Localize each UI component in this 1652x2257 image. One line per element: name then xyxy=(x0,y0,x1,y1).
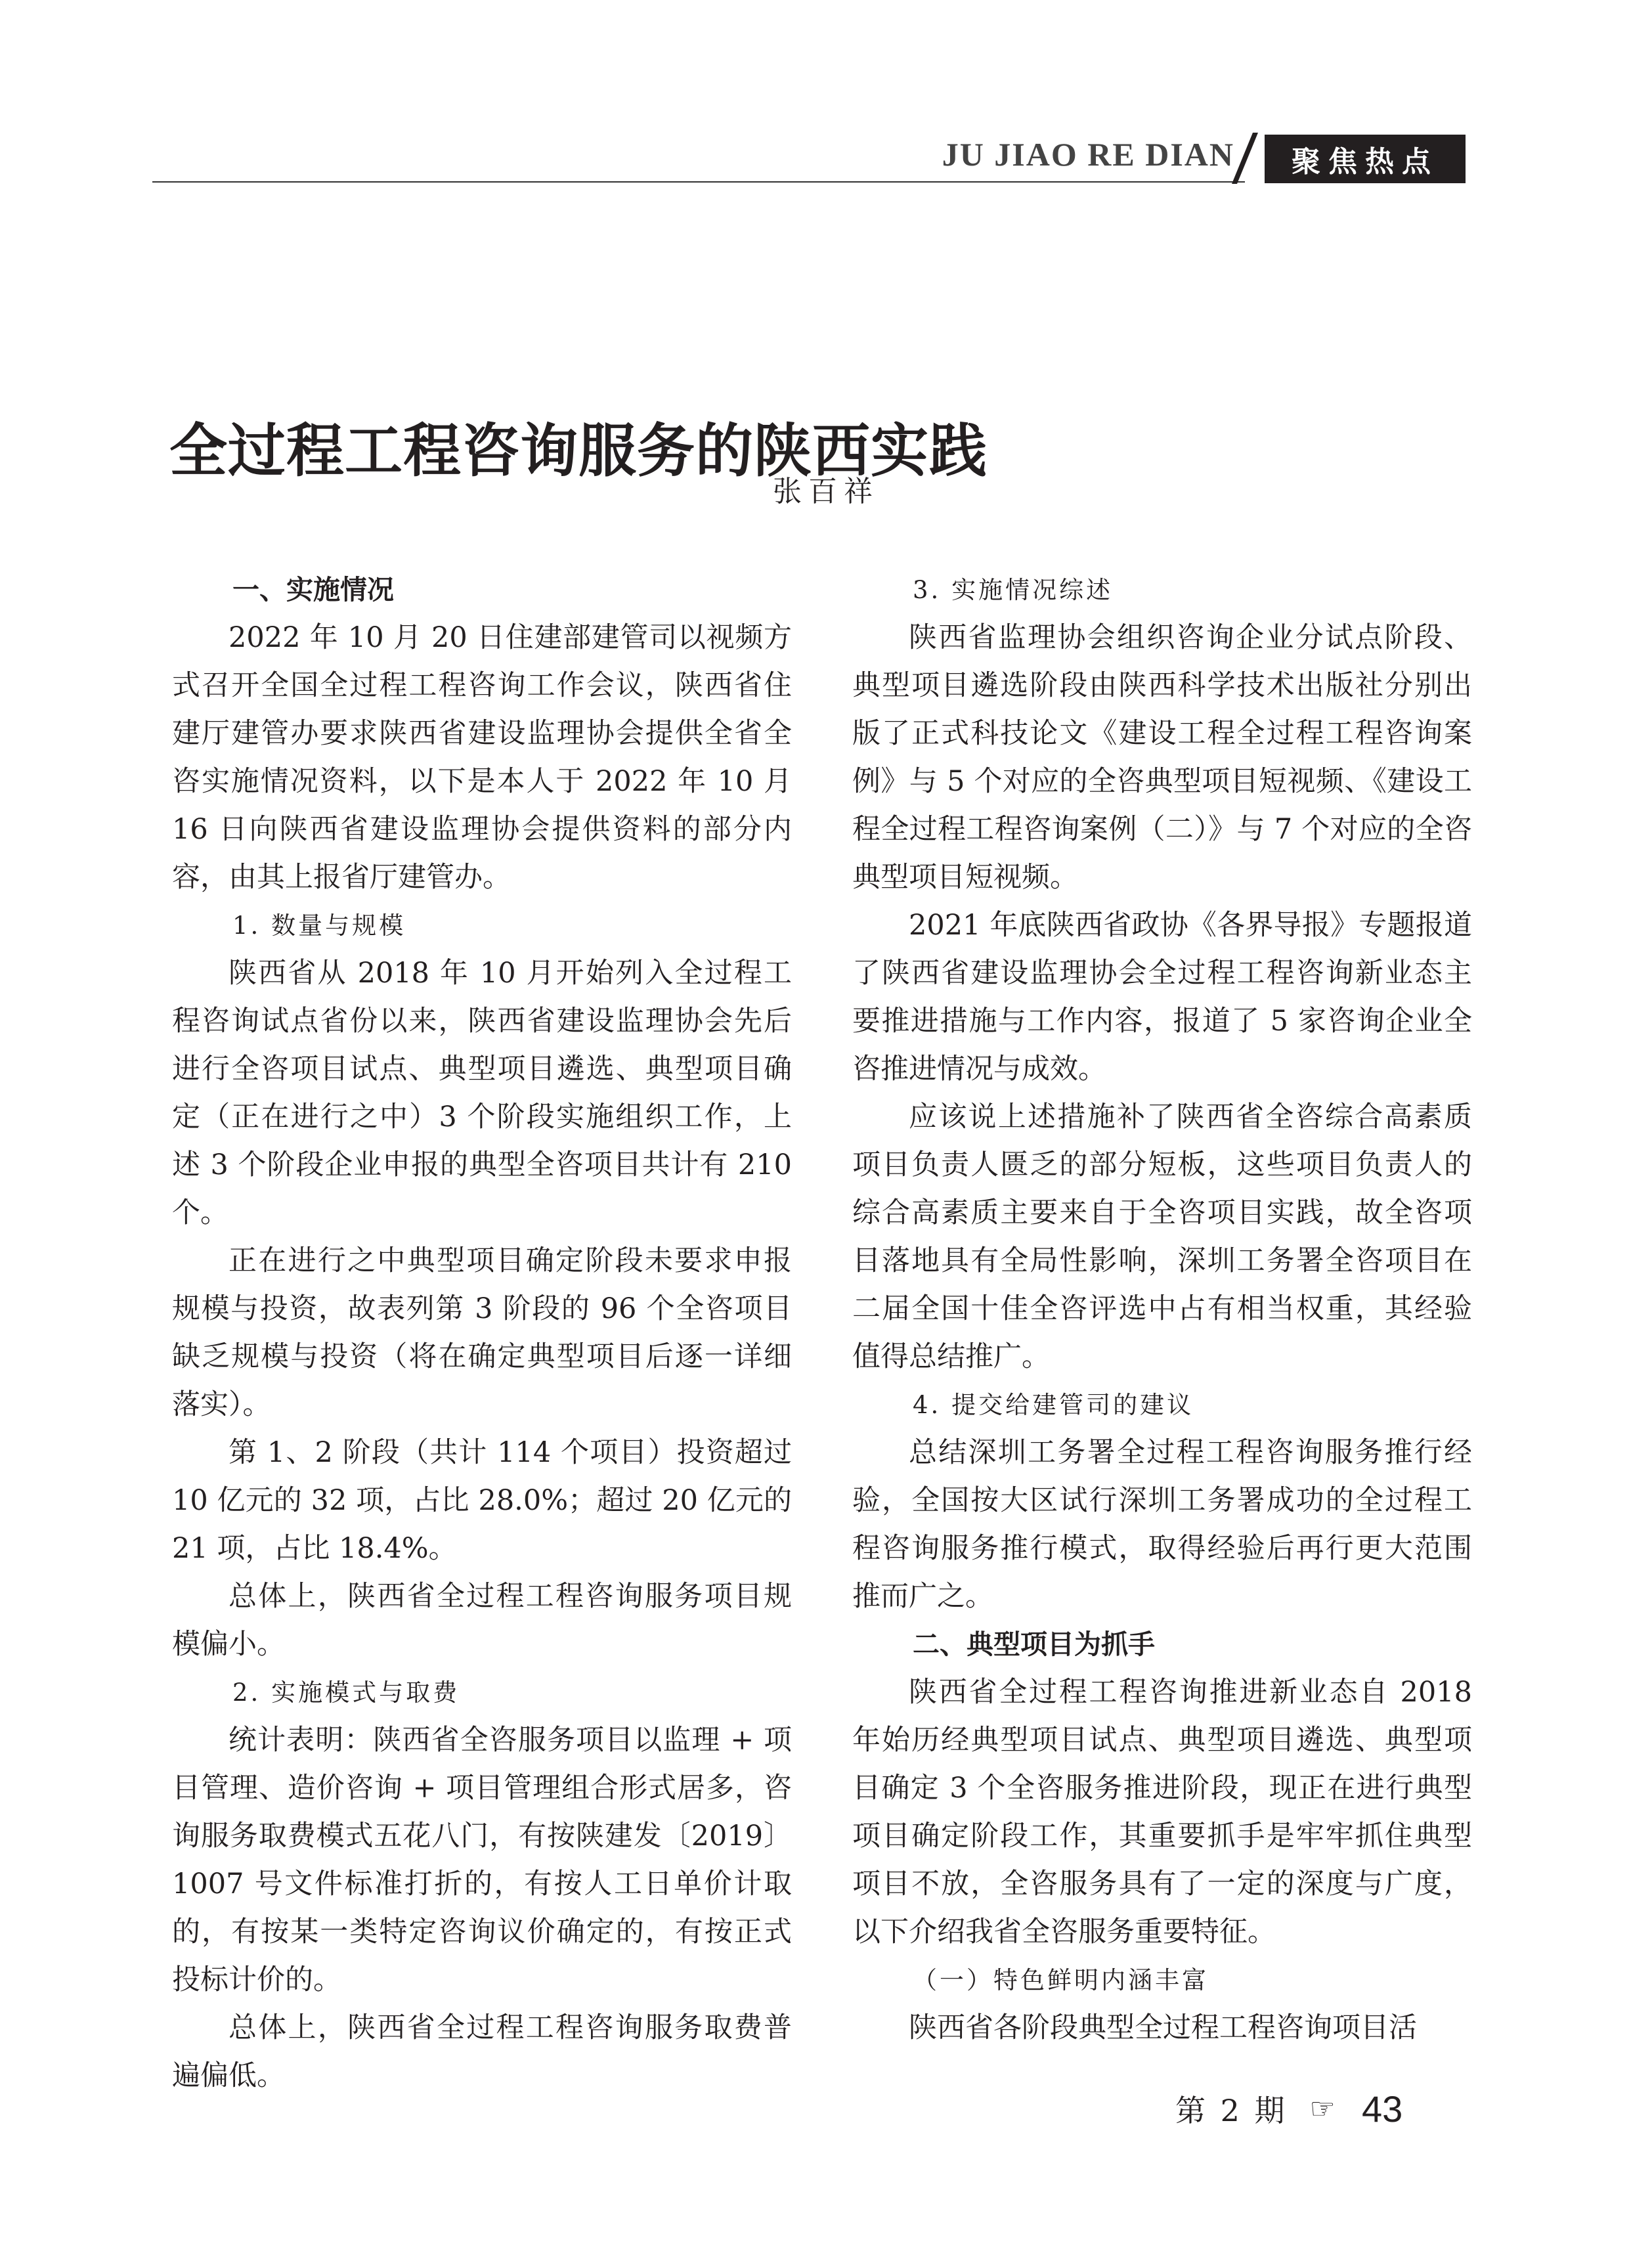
paragraph: 应该说上述措施补了陕西省全咨综合高素质项目负责人匮乏的部分短板，这些项目负责人的综合高素质主要来自于全咨项目实践，故全咨项目落地具有全局性影响，深圳工务署全咨项目在二届全国十佳全咨评选中占有相当权重，其经验值得总结推广。 xyxy=(852,1101,1472,1373)
paragraph: 统计表明：陕西省全咨服务项目以监理 + 项目管理、造价咨询 + 项目管理组合形式居多，咨询服务取费模式五花八门，有按陕建发〔2019〕1007 号文件标准打折的，有按人工日单价计取的，有按某一类特定咨询议价确定的，有按正式投标计价的。 xyxy=(172,1724,792,1996)
pointing-hand-icon: ☞ xyxy=(1309,2092,1336,2126)
section-tag: 聚焦热点 xyxy=(1265,135,1466,183)
paragraph: 2021 年底陕西省政协《各界导报》专题报道了陕西省建设监理协会全过程工程咨询新业态主要推进措施与工作内容，报道了 5 家咨询企业全咨推进情况与成效。 xyxy=(852,909,1472,1085)
subsection-heading: 4. 提交给建管司的建议 xyxy=(913,1391,1194,1419)
header-rule xyxy=(152,181,1245,183)
paragraph: 总体上，陕西省全过程工程咨询服务取费普遍偏低。 xyxy=(172,2011,792,2092)
subsection-heading: 2. 实施模式与取费 xyxy=(232,1678,460,1707)
subsection-heading: 1. 数量与规模 xyxy=(232,911,406,940)
subsection-heading: （一）特色鲜明内涵丰富 xyxy=(913,1966,1209,1994)
paragraph: 2022 年 10 月 20 日住建部建管司以视频方式召开全国全过程工程咨询工作会议，陕西省住建厅建管办要求陕西省建设监理协会提供全省全咨实施情况资料，以下是本人于 2022 年 10 月 16 日向陕西省建设监理协会提供资料的部分内容，由其上报省厅建管办。 xyxy=(172,621,792,894)
section-pinyin: JU JIAO RE DIAN xyxy=(942,136,1234,173)
page-footer xyxy=(1175,2087,1402,2130)
right-column xyxy=(852,566,1472,2052)
header-slash-decoration xyxy=(1227,131,1259,184)
paragraph: 陕西省从 2018 年 10 月开始列入全过程工程咨询试点省份以来，陕西省建设监理协会先后进行全咨项目试点、典型项目遴选、典型项目确定（正在进行之中）3 个阶段实施组织工作，上述 3 个阶段企业申报的典型全咨项目共计有 210 个。 xyxy=(172,957,792,1229)
subsection-heading: 3. 实施情况综述 xyxy=(913,576,1114,604)
article-author: 张百祥 xyxy=(773,475,879,508)
paragraph: 总体上，陕西省全过程工程咨询服务项目规模偏小。 xyxy=(172,1580,792,1661)
section-heading: 二、典型项目为抓手 xyxy=(913,1629,1155,1660)
paragraph: 第 1、2 阶段（共计 114 个项目）投资超过 10 亿元的 32 项，占比 28.0%；超过 20 亿元的 21 项，占比 18.4%。 xyxy=(172,1436,792,1565)
paragraph: 陕西省全过程工程咨询推进新业态自 2018 年始历经典型项目试点、典型项目遴选、典型项目确定 3 个全咨服务推进阶段，现正在进行典型项目确定阶段工作，其重要抓手是牢牢抓住典型项目不放，全咨服务具有了一定的深度与广度，以下介绍我省全咨服务重要特征。 xyxy=(852,1676,1472,1948)
paragraph: 陕西省各阶段典型全过程工程咨询项目活 xyxy=(909,2011,1417,2044)
section-heading: 一、实施情况 xyxy=(232,574,394,605)
article-title: 全过程工程咨询服务的陕西实践 xyxy=(169,416,988,485)
issue-label: 第 2 期 xyxy=(1175,2093,1288,2128)
left-column xyxy=(172,566,792,2100)
paragraph: 正在进行之中典型项目确定阶段未要求申报规模与投资，故表列第 3 阶段的 96 个全咨项目缺乏规模与投资（将在确定典型项目后逐一详细落实）。 xyxy=(172,1244,792,1421)
paragraph: 总结深圳工务署全过程工程咨询服务推行经验，全国按大区试行深圳工务署成功的全过程工程咨询服务推行模式，取得经验后再行更大范围推而广之。 xyxy=(852,1436,1472,1613)
paragraph: 陕西省监理协会组织咨询企业分试点阶段、典型项目遴选阶段由陕西科学技术出版社分别出版了正式科技论文《建设工程全过程工程咨询案例》与 5 个对应的全咨典型项目短视频、《建设工程全过程工程咨询案例（二）》与 7 个对应的全咨典型项目短视频。 xyxy=(852,621,1472,894)
page-number: 43 xyxy=(1361,2088,1403,2130)
